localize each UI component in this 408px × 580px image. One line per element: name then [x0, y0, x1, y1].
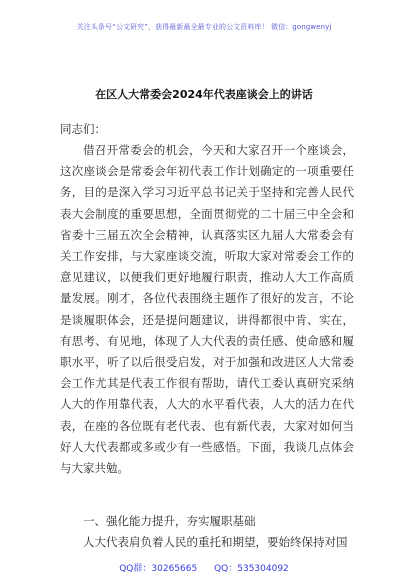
footer-qq-group: QQ群：30265665 [119, 564, 198, 574]
header-promo-text: 关注头条号“公文研究”，获得最新最全最专业的公文资料库！ 微信：gongwenyj [76, 23, 332, 31]
salutation: 同志们： [60, 122, 106, 136]
document-title: 在区人大常委会2024年代表座谈会上的讲话 [95, 88, 313, 101]
body-paragraph-2: 人大代表肩负着人民的重托和期望，要始终保持对国 [83, 535, 348, 549]
footer-qq-number: QQ：535304092 [214, 564, 289, 574]
footer-contact [0, 561, 408, 574]
body-paragraph-1: 借召开常委会的机会，今天和大家召开一个座谈会，这次座谈会是常委会年初代表工作计划确定的一项重要任务，目的是深入学习习近平总书记关于坚持和完善人民代表大会制度的重要思想，全面贯彻党的二十届三中全会和省委十三届五次全会精神，认真落实区九届人大常委会有关工作安排，与大家座谈交流，听取大家对常委会工作的意见建议，以便我们更好地履行职责，推动人大工作高质量发展。刚才，各位代表围绕主题作了很好的发言，不论是谈履职体会，还是提问题建议，讲得都很中肯、实在，有思考、有见地，体现了人大代表的责任感、使命感和履职水平，听了以后很受启发，对于加强和改进区人大常委会工作尤其是代表工作很有帮助，请代工委认真研究采纳人大的作用靠代表，人大的水平看代表，人大的活力在代表，在座的各位既有老代表、也有新代表，大家对如何当好人大代表都或多或少有一些感悟。下面，我谈几点体会与大家共勉。 [60, 143, 354, 476]
section-heading-1: 一、强化能力提升，夯实履职基础 [83, 514, 256, 528]
